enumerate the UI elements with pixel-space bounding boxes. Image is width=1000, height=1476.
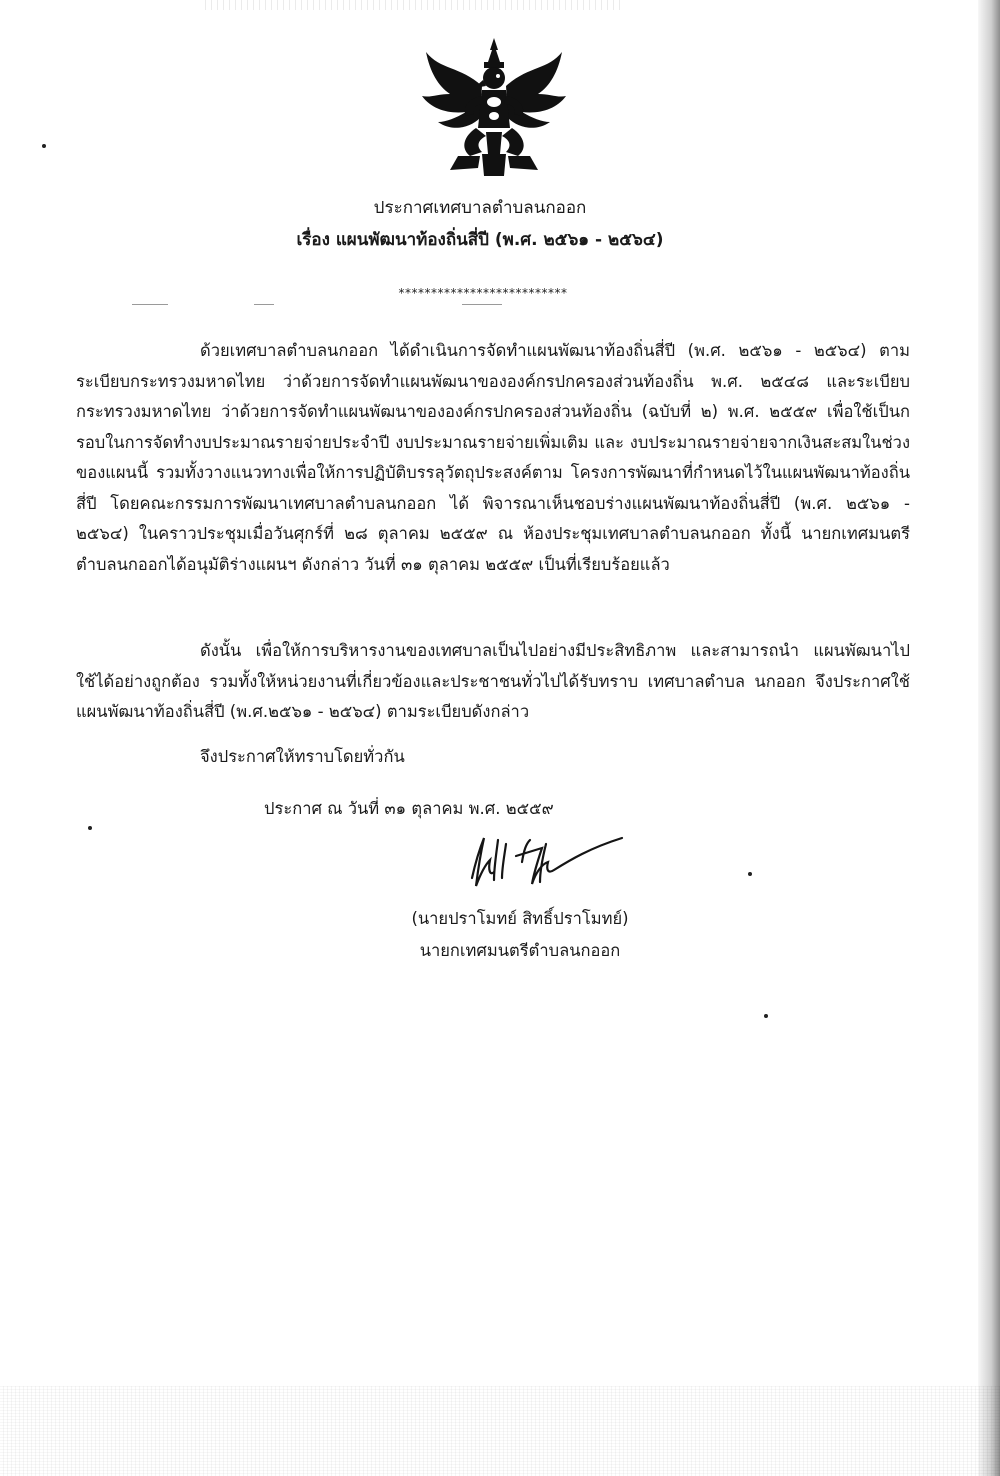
closing-statement: จึงประกาศให้ทราบโดยทั่วกัน xyxy=(200,747,405,766)
separator-stars: ************************** xyxy=(398,286,568,300)
page-edge-shadow xyxy=(978,0,1000,1476)
announcement-date: ประกาศ ณ วันที่ ๓๑ ตุลาคม พ.ศ. ๒๕๕๙ xyxy=(264,799,554,818)
scan-speck xyxy=(748,872,752,876)
signer-name: (นายปราโมทย์ สิทธิ์ปราโมทย์) xyxy=(411,909,629,928)
divider xyxy=(132,304,168,305)
paragraph-background: ด้วยเทศบาลตำบลนกออก ได้ดำเนินการจัดทำแผนพัฒนาท้องถิ่นสี่ปี (พ.ศ. ๒๕๖๑ - ๒๕๖๔) ตามระเบียบกระทรวงมหาดไทย ว่าด้วยการจัดทำแผนพัฒนาขององค์กรปกครองส่วนท้องถิ่น พ.ศ. ๒๕๔๘ และระเบียบกระทรวงมหาดไทย ว่าด้วยการจัดทำแผนพัฒนาขององค์กรปกครองส่วนท้องถิ่น (ฉบับที่ ๒) พ.ศ. ๒๕๕๙ เพื่อใช้เป็นกรอบในการจัดทำงบประมาณรายจ่ายประจำปี งบประมาณรายจ่ายเพิ่มเติม และ งบประมาณรายจ่ายจากเงินสะสมในช่วงของแผนนี้ รวมทั้งวางแนวทางเพื่อให้การปฏิบัติบรรลุวัตถุประสงค์ตาม โครงการพัฒนาที่กำหนดไว้ในแผนพัฒนาท้องถิ่นสี่ปี โดยคณะกรรมการพัฒนาเทศบาลตำบลนกออก ได้ พิจารณาเห็นชอบร่างแผนพัฒนาท้องถิ่นสี่ปี (พ.ศ. ๒๕๖๑ - ๒๕๖๔) ในคราวประชุมเมื่อวันศุกร์ที่ ๒๘ ตุลาคม ๒๕๕๙ ณ ห้องประชุมเทศบาลตำบลนกออก ทั้งนี้ นายกเทศมนตรีตำบลนกออกได้อนุมัติร่างแผนฯ ดังกล่าว วันที่ ๓๑ ตุลาคม ๒๕๕๙ เป็นที่เรียบร้อยแล้ว xyxy=(76,341,910,574)
scan-speck xyxy=(42,144,46,148)
divider xyxy=(462,304,502,305)
signature xyxy=(450,820,630,900)
divider xyxy=(254,304,274,305)
scan-artifact-top xyxy=(200,0,620,10)
signer-title: นายกเทศมนตรีตำบลนกออก xyxy=(419,941,621,960)
announcement-title: ประกาศเทศบาลตำบลนกออก xyxy=(373,198,587,218)
announcement-subject: เรื่อง แผนพัฒนาท้องถิ่นสี่ปี (พ.ศ. ๒๕๖๑ - ๒๕๖๔) xyxy=(296,230,664,250)
scan-speck xyxy=(764,1014,768,1018)
scan-artifact-bottom xyxy=(0,1386,1000,1476)
garuda-emblem-icon xyxy=(420,36,568,178)
paragraph-announcement: ดังนั้น เพื่อให้การบริหารงานของเทศบาลเป็นไปอย่างมีประสิทธิภาพ และสามารถนำ แผนพัฒนาไปใช้ได้อย่างถูกต้อง รวมทั้งให้หน่วยงานที่เกี่ยวข้องและประชาชนทั่วไปได้รับทราบ เทศบาลตำบล นกออก จึงประกาศใช้แผนพัฒนาท้องถิ่นสี่ปี (พ.ศ.๒๕๖๑ - ๒๕๖๔) ตามระเบียบดังกล่าว xyxy=(76,641,910,721)
scan-speck xyxy=(88,826,92,830)
